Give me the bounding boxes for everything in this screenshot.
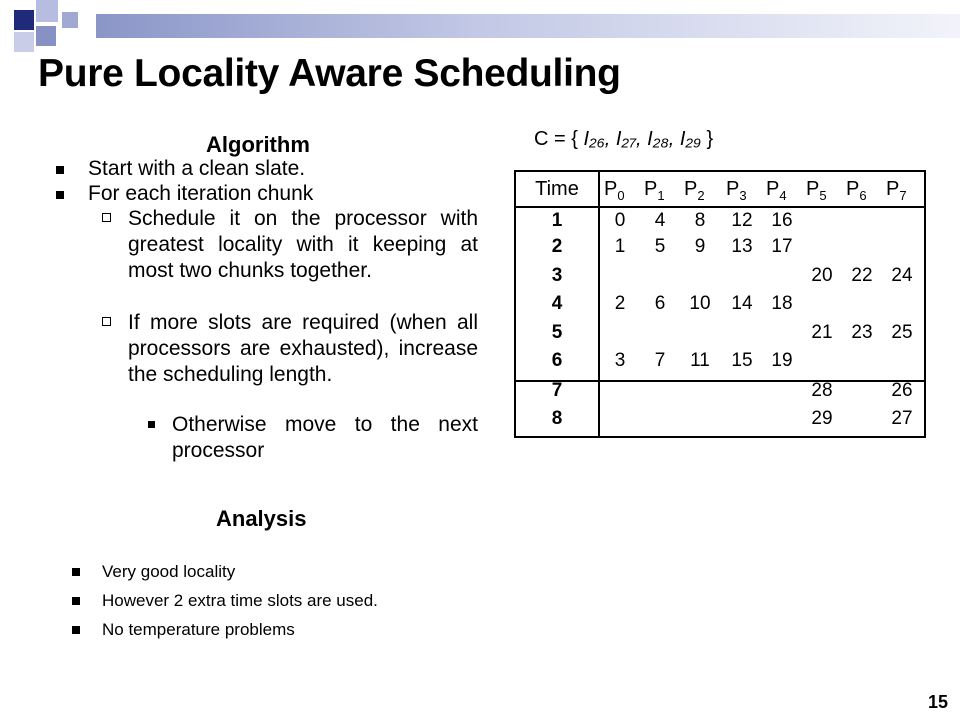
algorithm-heading: Algorithm [206,132,310,157]
table-cell: 25 [891,322,913,343]
algorithm-sub-sub-item: Otherwise move to the next processor [148,412,478,464]
algorithm-sub-item: Schedule it on the processor with greatest locality with it keeping at most two chunks together. [102,206,478,284]
table-cell: 9 [694,236,706,257]
algorithm-item: For each iteration chunk [62,183,478,205]
corner-square-mid [62,12,78,28]
table-cell: 2 [614,293,626,314]
processor-label: P [886,178,900,200]
analysis-item: No temperature problems [72,620,295,640]
processor-index: 5 [819,188,827,203]
bullet-square-icon [72,568,80,576]
processor-header [726,178,747,203]
table-cell: 20 [811,265,833,286]
bullet-square-icon [56,166,64,174]
processor-label: P [644,178,658,200]
table-cell: 5 [654,236,666,257]
chunk-set-label [534,128,713,151]
table-cell: 3 [614,350,626,371]
chunk-set-members: I₂₆, I₂₇, I₂₈, I₂₉ [583,128,701,150]
schedule-table [514,170,926,438]
table-cell: 11 [690,350,710,371]
processor-index: 0 [617,188,625,203]
processor-header [806,178,827,203]
table-cell: 15 [731,350,753,371]
table-cell: 1 [614,236,626,257]
table-cell: 17 [771,236,793,257]
table-cell: 10 [689,293,711,314]
corner-square-light [36,0,58,22]
table-cell: 27 [891,408,913,429]
table-cell: 4 [654,210,666,231]
time-slot-cell: 8 [551,408,563,429]
table-cell: 29 [811,408,833,429]
table-cell: 26 [891,380,913,401]
title-accent-bar [96,14,960,38]
bullet-square-icon [56,191,64,199]
processor-index: 4 [779,188,787,203]
processor-label: P [726,178,740,200]
processor-header [644,178,665,203]
corner-square-mid [36,26,56,46]
processor-label: P [684,178,698,200]
table-cell: 16 [771,210,793,231]
processor-label: P [846,178,860,200]
processor-label: P [766,178,780,200]
table-cell: 6 [654,293,666,314]
hollow-square-bullet-icon [102,317,111,326]
time-slot-cell: 5 [551,322,563,343]
table-cell: 23 [851,322,873,343]
table-cell: 21 [811,322,833,343]
table-cell: 19 [771,350,793,371]
table-cell: 8 [694,210,706,231]
time-slot-cell: 6 [551,350,563,371]
processor-index: 6 [859,188,867,203]
processor-index: 7 [899,188,907,203]
hollow-square-bullet-icon [102,213,111,222]
processor-label: P [806,178,820,200]
time-slot-cell: 1 [551,210,563,231]
bullet-square-icon [148,421,155,428]
processor-index: 1 [657,188,665,203]
page-number: 15 [927,692,948,712]
algorithm-sub-item: If more slots are required (when all processors are exhausted), increase the scheduling length. [102,310,478,388]
processor-index: 2 [697,188,705,203]
time-slot-cell: 4 [551,293,563,314]
corner-square-dark [14,10,34,30]
processor-header [684,178,705,203]
table-cell: 0 [614,210,626,231]
table-cell: 28 [811,380,833,401]
time-slot-cell: 2 [551,236,563,257]
time-header: Time [535,178,579,200]
table-cell: 18 [771,293,793,314]
table-divider-header [516,206,924,208]
slide-title: Pure Locality Aware Scheduling [38,52,621,95]
processor-header [766,178,787,203]
corner-square-light [14,32,34,52]
processor-header [886,178,907,203]
analysis-item: However 2 extra time slots are used. [72,591,378,611]
chunk-set-prefix: C = { [534,128,578,150]
table-cell: 7 [654,350,666,371]
analysis-item: Very good locality [72,562,235,582]
time-slot-cell: 7 [551,380,563,401]
analysis-heading: Analysis [216,506,307,531]
table-cell: 14 [731,293,753,314]
processor-header [846,178,867,203]
table-cell: 22 [851,265,873,286]
processor-index: 3 [739,188,747,203]
table-cell: 13 [731,236,753,257]
processor-header [604,178,625,203]
algorithm-item: Start with a clean slate. [62,158,478,180]
chunk-set-suffix: } [706,128,714,150]
bullet-square-icon [72,597,80,605]
processor-label: P [604,178,618,200]
bullet-square-icon [72,626,80,634]
time-slot-cell: 3 [551,265,563,286]
table-cell: 24 [891,265,913,286]
table-cell: 12 [731,210,753,231]
